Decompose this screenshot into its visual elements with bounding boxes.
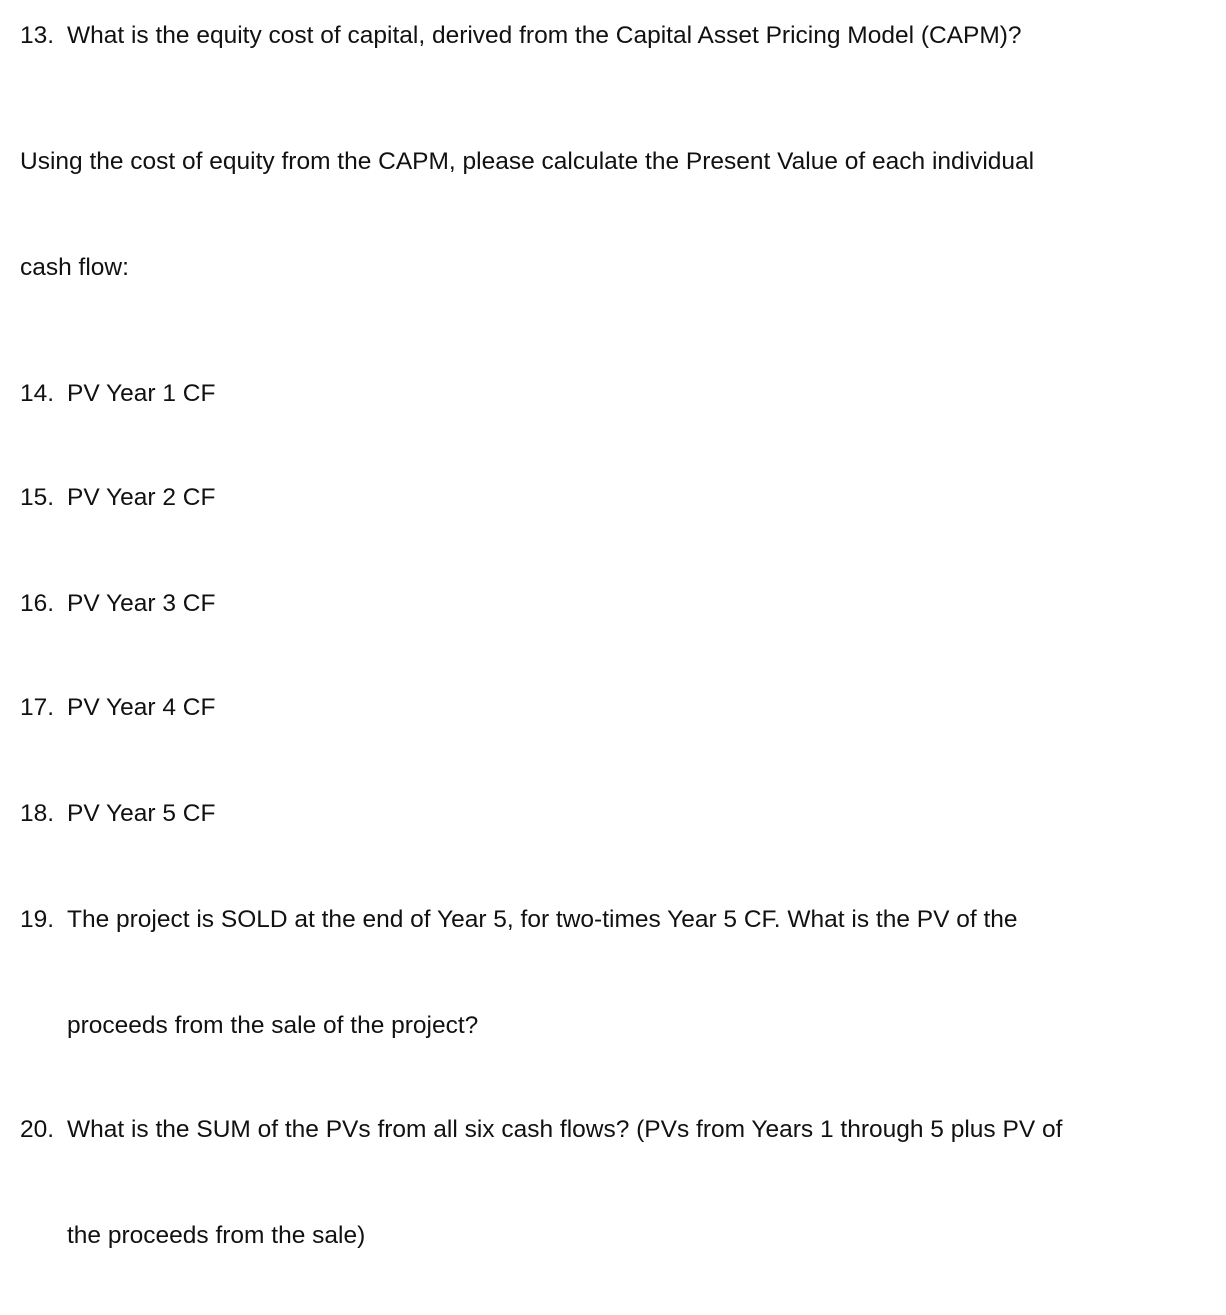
question-19 bbox=[20, 905, 1018, 935]
question-17 bbox=[20, 693, 215, 723]
question-text: PV Year 4 CF bbox=[67, 694, 216, 721]
question-text: PV Year 2 CF bbox=[67, 484, 216, 511]
intro-line-1: Using the cost of equity from the CAPM, please calculate the Present Value of each individual bbox=[20, 148, 1035, 175]
question-text: What is the equity cost of capital, derived from the Capital Asset Pricing Model (CAPM)? bbox=[67, 22, 1022, 49]
question-16 bbox=[20, 589, 215, 619]
question-19-continuation: proceeds from the sale of the project? bbox=[67, 1012, 479, 1039]
question-20 bbox=[20, 1115, 1062, 1145]
question-text: PV Year 5 CF bbox=[67, 800, 216, 827]
question-text: PV Year 1 CF bbox=[67, 380, 216, 407]
question-text: PV Year 3 CF bbox=[67, 590, 216, 617]
question-14 bbox=[20, 379, 215, 409]
question-number: 19. bbox=[20, 906, 55, 933]
question-number: 20. bbox=[20, 1116, 55, 1143]
question-18 bbox=[20, 799, 215, 829]
question-number: 18. bbox=[20, 800, 55, 827]
question-number: 14. bbox=[20, 380, 55, 407]
intro-line-2: cash flow: bbox=[20, 254, 129, 281]
question-number: 17. bbox=[20, 694, 55, 721]
question-number: 16. bbox=[20, 590, 55, 617]
question-13 bbox=[20, 21, 1022, 51]
question-20-continuation: the proceeds from the sale) bbox=[67, 1222, 366, 1249]
question-text: The project is SOLD at the end of Year 5, for two-times Year 5 CF. What is the PV of the bbox=[67, 906, 1018, 933]
question-text: What is the SUM of the PVs from all six cash flows? (PVs from Years 1 through 5 plus PV of bbox=[67, 1116, 1063, 1143]
question-15 bbox=[20, 483, 215, 513]
question-number: 13. bbox=[20, 22, 55, 49]
question-number: 15. bbox=[20, 484, 55, 511]
